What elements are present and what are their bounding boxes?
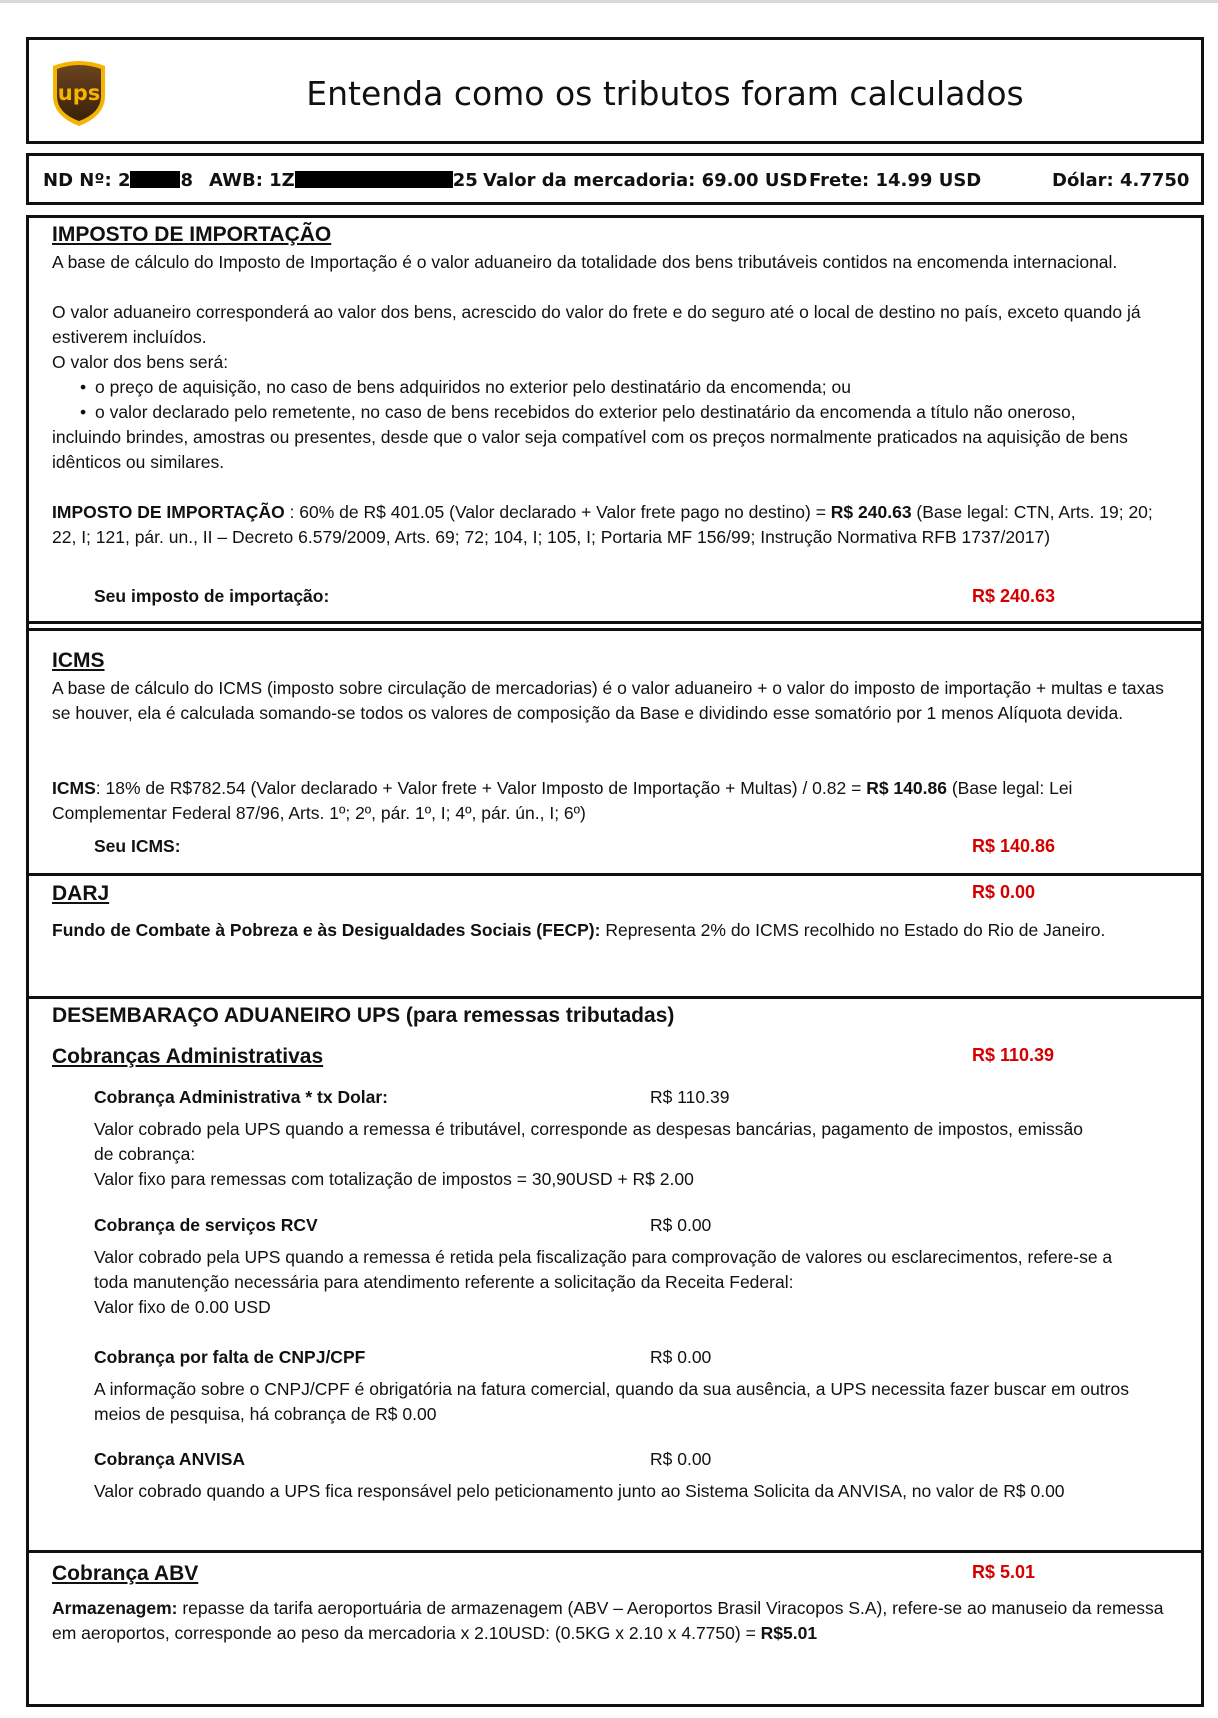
admin-charges-heading: Cobranças Administrativas [52, 1045, 324, 1068]
ii-bullet-1: o preço de aquisição, no caso de bens adquiridos no exterior pelo destinatário da encomenda; ou [95, 377, 851, 397]
charge-label: Cobrança de serviços RCV [94, 1215, 318, 1235]
page-title: Entenda como os tributos foram calculados [306, 74, 1024, 113]
charge-description: A informação sobre o CNPJ/CPF é obrigatória na fatura comercial, quando da sua ausência, a UPS necessita fazer buscar em outros meios de pesquisa, há cobrança de R$ 0.00 [94, 1379, 1129, 1424]
icms-heading: ICMS [52, 649, 105, 672]
section-border [26, 1550, 1204, 1553]
icms-yours-value: R$ 140.86 [972, 836, 1056, 856]
abv-value: R$ 5.01 [972, 1562, 1036, 1582]
freight-value: Frete: 14.99 USD [809, 170, 982, 191]
section-border [26, 621, 1204, 624]
title-box [26, 37, 1204, 144]
charge-description: Valor cobrado quando a UPS fica responsável pelo peticionamento junto ao Sistema Solicita da ANVISA, no valor de R$ 0.00 [94, 1481, 1065, 1501]
svg-text:ups: ups [57, 81, 101, 105]
ii-bullet-2-cont: incluindo brindes, amostras ou presentes, desde que o valor seja compatível com os preços normalmente praticados na aquisição de bens idênticos ou similares. [52, 427, 1128, 472]
bullet-dot: • [80, 377, 87, 397]
charge-value: R$ 0.00 [650, 1449, 712, 1469]
redaction-bar [295, 171, 453, 188]
charge-description: Valor cobrado pela UPS quando a remessa é retida pela fiscalização para comprovação de valores ou esclarecimentos, refere-se a toda manutenção necessária para atendimento referente a solicitação da Receita Federal: [94, 1247, 1113, 1292]
bullet-dot: • [80, 402, 87, 422]
ups-logo-icon [49, 58, 109, 128]
section-border [26, 1704, 1204, 1707]
admin-charges-value: R$ 110.39 [972, 1045, 1055, 1065]
top-border [0, 0, 1218, 3]
charge-value: R$ 0.00 [650, 1215, 712, 1235]
charge-label: Cobrança ANVISA [94, 1449, 246, 1469]
icms-paragraph: A base de cálculo do ICMS (imposto sobre circulação de mercadorias) é o valor aduaneiro + o valor do imposto de importação + multas e taxas se houver, ela é calculada somando-se todos os valores de composição da Base e dividindo esse somatório por 1 menos Alíquota devida. [52, 678, 1164, 723]
ii-yours-value: R$ 240.63 [972, 586, 1056, 606]
charge-value: R$ 0.00 [650, 1347, 712, 1367]
ii-bullet-2: o valor declarado pelo remetente, no caso de bens recebidos do exterior pelo destinatário da encomenda a título não oneroso, [95, 402, 1076, 422]
ii-yours-label: Seu imposto de importação: [94, 586, 330, 606]
section-border [26, 996, 1204, 999]
darj-value: R$ 0.00 [972, 882, 1036, 902]
section-border [26, 873, 1204, 876]
charge-note: Valor fixo de 0.00 USD [94, 1297, 271, 1317]
goods-value: Valor da mercadoria: 69.00 USD [483, 170, 808, 191]
icms-yours-label: Seu ICMS: [94, 836, 181, 856]
ii-calculation: IMPOSTO DE IMPORTAÇÃO : 60% de R$ 401.05 (Valor declarado + Valor frete pago no destino) = R$ 240.63 (Base legal: CTN, Arts. 19; 20; 22, I; 121, pár. un., II – Decreto 6.579/2009, Arts. 69; 72; 104, I; 105, I; Portaria MF 156/99; Instrução Normativa RFB 1737/2017) [52, 502, 1153, 547]
charge-value: R$ 110.39 [650, 1087, 730, 1107]
darj-fecp: Fundo de Combate à Pobreza e às Desigualdades Sociais (FECP): Representa 2% do ICMS recolhido no Estado do Rio de Janeiro. [52, 920, 1106, 940]
abv-description: Armazenagem: repasse da tarifa aeroportuária de armazenagem (ABV – Aeroportos Brasil Viracopos S.A), refere-se ao manuseio da remessa em aeroportos, corresponde ao peso da mercadoria x 2.10USD: (0.5KG x 2.10 x 4.7750) = R$5.01 [52, 1598, 1164, 1643]
awb-number: AWB: 1Z 25 [209, 170, 478, 191]
nd-number: ND Nº: 2 8 [43, 170, 194, 191]
ii-paragraph-1: A base de cálculo do Imposto de Importação é o valor aduaneiro da totalidade dos bens tributáveis contidos na encomenda internacional. [52, 252, 1118, 272]
redaction-bar [130, 171, 180, 188]
charge-label: Cobrança por falta de CNPJ/CPF [94, 1347, 366, 1367]
abv-heading: Cobrança ABV [52, 1562, 199, 1585]
desembaraco-heading: DESEMBARAÇO ADUANEIRO UPS (para remessas tributadas) [52, 1004, 675, 1027]
charge-description: Valor cobrado pela UPS quando a remessa é tributável, corresponde as despesas bancárias, pagamento de impostos, emissão de cobrança: [94, 1119, 1083, 1164]
charge-label: Cobrança Administrativa * tx Dolar: [94, 1087, 389, 1107]
shipment-info-bar [26, 153, 1204, 205]
ii-paragraph-2: O valor aduaneiro corresponderá ao valor dos bens, acrescido do valor do frete e do seguro até o local de destino no país, exceto quando já estiverem incluídos. [52, 302, 1141, 347]
ii-heading: IMPOSTO DE IMPORTAÇÃO [52, 223, 332, 246]
section-border [26, 628, 1204, 631]
ii-paragraph-3: O valor dos bens será: [52, 352, 229, 372]
darj-heading: DARJ [52, 882, 110, 905]
icms-calculation: ICMS: 18% de R$782.54 (Valor declarado + Valor frete + Valor Imposto de Importação + Multas) / 0.82 = R$ 140.86 (Base legal: Lei Complementar Federal 87/96, Arts. 1º; 2º, pár. 1º, I; 4º, pár. ún., I; 6º) [52, 778, 1073, 823]
charge-note: Valor fixo para remessas com totalização de impostos = 30,90USD + R$ 2.00 [94, 1169, 694, 1189]
dollar-rate: Dólar: 4.7750 [1052, 170, 1190, 191]
